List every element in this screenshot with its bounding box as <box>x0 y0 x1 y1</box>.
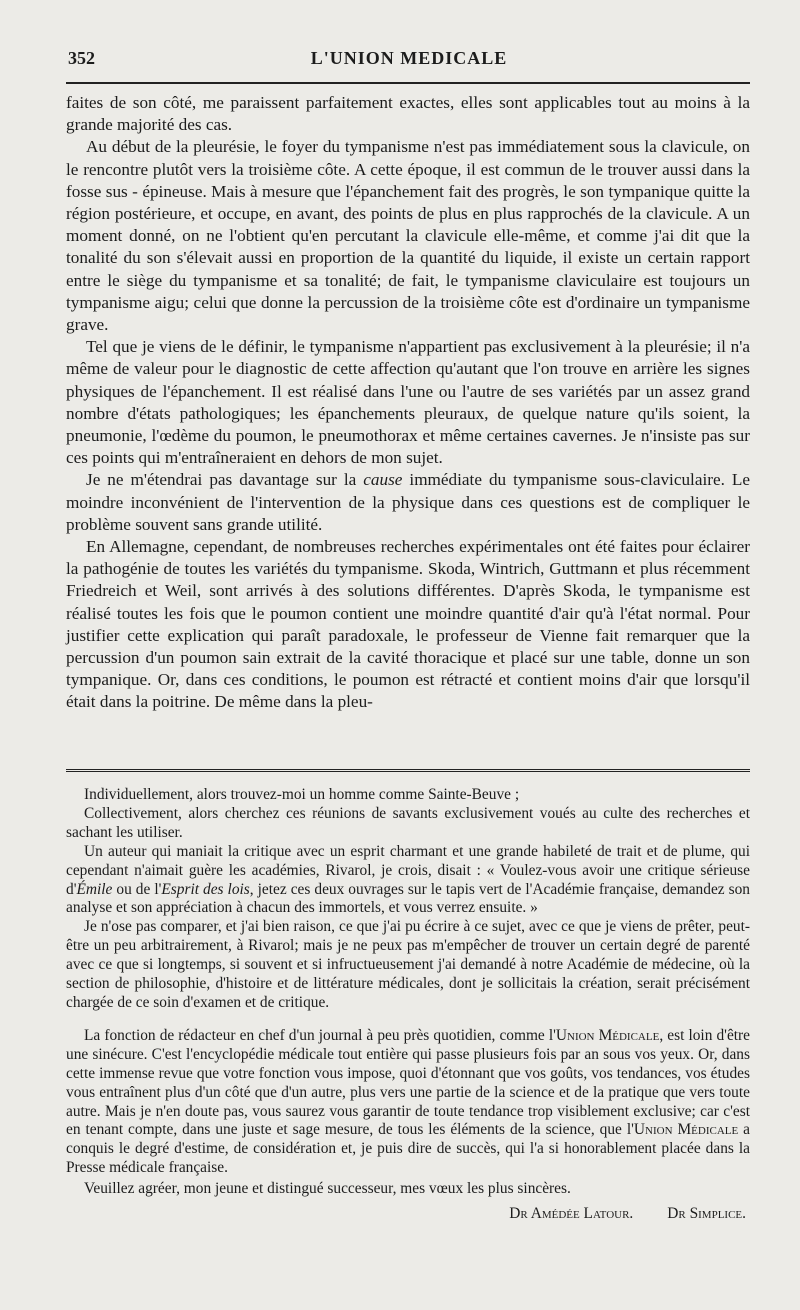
page-number: 352 <box>68 48 95 68</box>
title-esprit-des-lois: Esprit des lois <box>161 880 250 898</box>
feuilleton-paragraph-4: Je n'ose pas comparer, et j'ai bien raison, ce que j'ai pu écrire à ce sujet, avec ce que je viens de prêter, peut-être un peu arbitrairement, à Rivarol; mais je ne peux pas m'empêcher de trouver un certain degré de parenté avec ce que si longtemps, si souvent et si infructueusement j'ai demandé à notre Académie de médecine, où la section de philosophie, d'histoire et de littérature médicales, dont je sollicitais la création, serait précisément chargée de ce soin d'examen et de critique. <box>66 918 750 1011</box>
feuilleton-paragraph-1: Individuellement, alors trouvez-moi un homme comme Sainte-Beuve ; <box>84 786 520 803</box>
signatures <box>66 1205 750 1224</box>
page-header <box>68 48 750 76</box>
article-body <box>66 92 750 714</box>
journal-name: Union Médicale <box>633 1121 739 1139</box>
paragraph-5: En Allemagne, cependant, de nombreuses recherches expérimentales ont été faites pour éclairer la pathogénie de toutes les variétés du tympanisme. Skoda, Wintrich, Guttmann et plus récemment Friedreich et Weil, sont arrivés à des solutions différentes. D'après Skoda, le tympanisme est réalisé toutes les fois que le poumon contient une moindre quantité d'air qu'à l'état normal. Pour justifier cette explication qui paraît paradoxale, le professeur de Vienne fait remarquer que la percussion d'un poumon sain extrait de la cavité thoracique et placé sur une table, donne un son tympanique. Or, dans ces conditions, le poumon est rétracté et contient moins d'air que lorsqu'il était dans la poitrine. De même dans la pleu- <box>66 537 750 712</box>
feuilleton-section <box>66 786 750 1224</box>
header-rule <box>66 82 750 84</box>
signature-simplice: Dr Simplice. <box>667 1205 746 1223</box>
emphasis-cause: cause <box>363 470 403 490</box>
title-emile: Émile <box>76 880 113 898</box>
closing-line: Veuillez agréer, mon jeune et distingué successeur, mes vœux les plus sincères. <box>84 1180 571 1198</box>
feuilleton-paragraph-3: Un auteur qui maniait la critique avec un esprit charmant et une grande habileté de trait et de plume, qui cependant n'aimait guère les académies, Rivarol, je crois, disait : « Voulez-vous avoir une critique sérieuse d'Émile ou de l'Esprit des lois, jetez ces deux ouvrages sur le tapis vert de l'Académie française, demandez son analyse et son appréciation à chacun des immortels, et vous verrez ensuite. » <box>66 842 750 917</box>
feuilleton-divider <box>66 769 750 772</box>
paragraph-4: Je ne m'étendrai pas davantage sur la cause immédiate du tympanisme sous-claviculaire. Le moindre inconvénient de l'intervention de la physique dans ces questions est de compliquer le problème souvent sans grande utilité. <box>66 470 750 534</box>
running-title: L'UNION MEDICALE <box>310 48 508 68</box>
paragraph-2: Au début de la pleurésie, le foyer du tympanisme n'est pas immédiatement sous la clavicule, on le rencontre plutôt vers la troisième côte. A cette époque, il est commun de le trouver aussi dans la fosse sus - épineuse. Mais à mesure que l'épanchement fait des progrès, le son tympanique quitte la région postérieure, et occupe, en avant, des points de plus en plus rapprochés de la clavicule. A un moment donné, on ne l'obtient qu'en percutant la clavicule elle-même, et comme j'ai dit que la tonalité du son s'élevait aussi en proportion de la quantité du liquide, il existe un certain rapport entre le siège du tympanisme et sa tonalité; de fait, le tympanisme claviculaire est toujours un tympanisme aigu; celui que donne la percussion de la troisième côte est d'ordinaire un tympanisme grave. <box>66 137 750 335</box>
paragraph-3: Tel que je viens de le définir, le tympanisme n'appartient pas exclusivement à la pleurésie; il n'a même de valeur pour le diagnostic de cette affection qu'autant que l'on trouve en arrière les signes physiques de l'épanchement. Il est réalisé dans l'une ou l'autre de ses variétés par un assez grand nombre d'états pathologiques; les épanchements pleuraux, de quelque nature qu'ils soient, la pneumonie, l'œdème du poumon, le pneumothorax et même certaines cavernes. Je n'insiste pas sur ces points qui m'entraîneraient en dehors de mon sujet. <box>66 337 750 468</box>
paragraph-1: faites de son côté, me paraissent parfaitement exactes, elles sont applicables tout au moins à la grande majorité des cas. <box>66 93 750 135</box>
feuilleton-paragraph-5: La fonction de rédacteur en chef d'un journal à peu près quotidien, comme l'Union Médicale, est loin d'être une sinécure. C'est l'encyclopédie médicale tout entière qui passe plusieurs fois par an sous vos yeux. Or, dans cette immense revue que votre fonction vous impose, quoi d'étonnant que vos goûts, vos tendances, vos études vous entraînent plus d'un côté que d'un autre, plus vers une partie de la science et de la pratique que vers toute autre. Mais je n'en doute pas, vous saurez vous garantir de toute tendance trop visiblement exclusive; car c'est en tenant compte, dans une juste et sage mesure, de tous les éléments de la science, que l'Union Médicale a conquis le degré d'estime, de considération et, je puis dire de succès, qui l'a si honorablement placée dans la Presse médicale française. <box>66 1026 751 1177</box>
journal-name: Union Médicale <box>555 1026 660 1044</box>
signature-latour: Dr Amédée Latour. <box>509 1205 634 1223</box>
feuilleton-paragraph-2: Collectivement, alors cherchez ces réunions de savants exclusivement voués au culte des recherches et sachant les utiliser. <box>66 804 750 841</box>
